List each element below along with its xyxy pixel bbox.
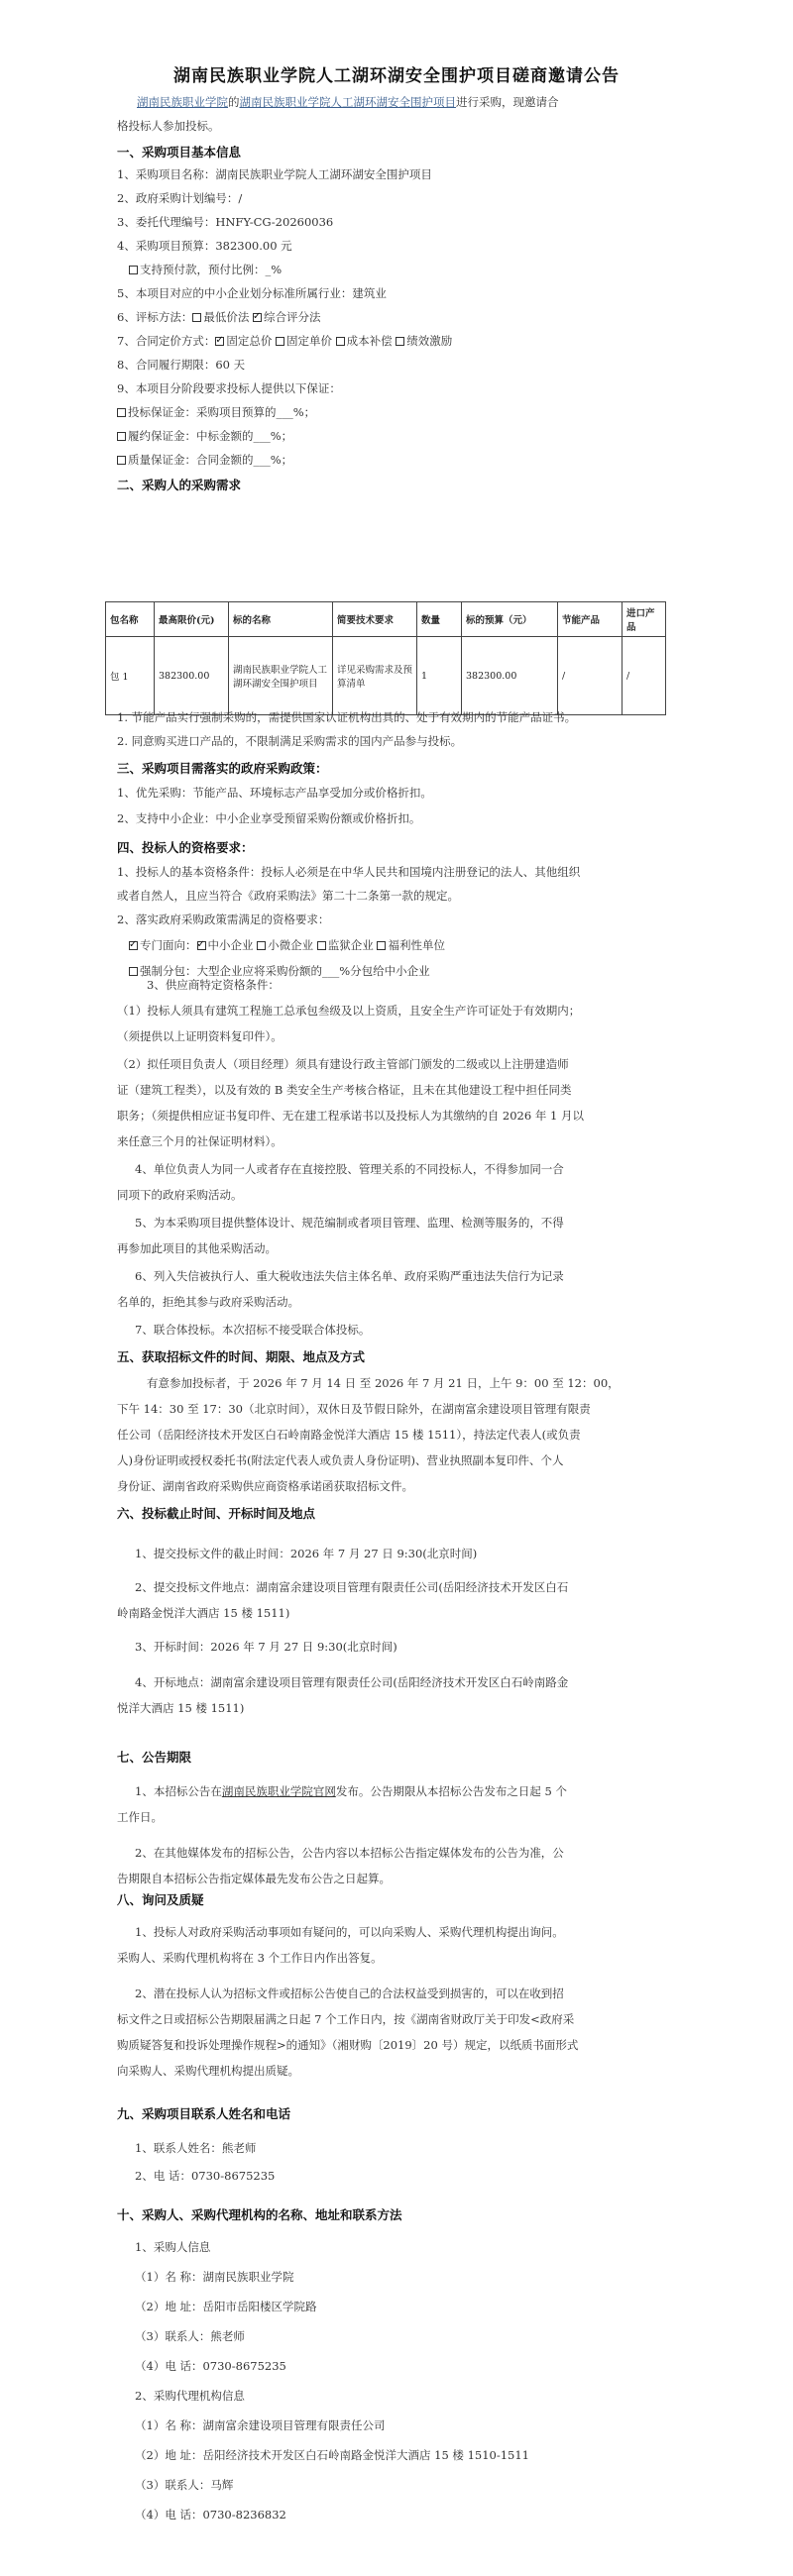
quality-guarantee-checkbox[interactable] [117, 456, 126, 465]
s4-req4-b: 同项下的政府采购活动。 [117, 1188, 243, 1202]
fixed-unit-checkbox[interactable] [276, 337, 284, 346]
contact-phone: 2、电 话：0730-8675235 [135, 2169, 276, 2183]
col-quantity: 数量 [417, 602, 462, 637]
policy-options: ✓专门面向：✓ 中小企业 小微企业 监狱企业 福利性单位 [129, 937, 445, 953]
lowest-price-checkbox[interactable] [192, 313, 201, 322]
s5-line-5: 身份证、湖南省政府采购供应商资格承诺函获取招标文件。 [117, 1479, 413, 1493]
col-tech-req: 简要技术要求 [333, 602, 417, 637]
agent-contact: （3）联系人：马辉 [135, 2478, 234, 2492]
s4-req1-a: 1、投标人的基本资格条件：投标人必须是在中华人民共和国境内注册登记的法人、其他组织 [117, 865, 581, 879]
quality-guarantee: 质量保证金：合同金额的___%； [117, 452, 292, 468]
cell-quantity: 1 [417, 637, 462, 715]
s2-note-1: 1. 节能产品实行强制采购的，需提供国家认证机构出具的、处于有效期内的节能产品证书。 [117, 710, 577, 724]
sme-checkbox[interactable] [197, 941, 206, 950]
bid-guarantee-checkbox[interactable] [117, 408, 126, 417]
agent-name: （1）名 称：湖南富余建设项目管理有限责任公司 [135, 2418, 386, 2432]
prepay-checkbox[interactable] [129, 266, 138, 274]
cost-plus-checkbox[interactable] [336, 337, 345, 346]
section-3-heading: 三、采购项目需落实的政府采购政策： [117, 761, 328, 776]
s4-req1-b: 或者自然人，且应当符合《政府采购法》第二十二条第一款的规定。 [117, 889, 459, 903]
performance-checkbox[interactable] [396, 337, 404, 346]
fixed-total-checkbox[interactable] [215, 337, 224, 346]
s4-req3-2a: （2）拟任项目负责人（项目经理）须具有建设行政主管部门颁发的二级或以上注册建造师 [117, 1057, 569, 1071]
cell-energy: / [558, 637, 623, 715]
buyer-address: （2）地 址：岳阳市岳阳楼区学院路 [135, 2300, 317, 2313]
s6-line-2a: 2、提交投标文件地点：湖南富余建设项目管理有限责任公司(岳阳经济技术开发区白石 [135, 1580, 569, 1594]
s1-item-3: 3、委托代理编号：HNFY-CG-20260036 [117, 215, 334, 229]
s1-item-7: 7、合同定价方式：✓ 固定总价 固定单价 成本补偿 绩效激励 [117, 333, 452, 349]
s4-req3-2d: 来任意三个月的社保证明材料）。 [117, 1134, 283, 1148]
section-4-heading: 四、投标人的资格要求： [117, 840, 254, 855]
s7-line-2a: 2、在其他媒体发布的招标公告，公告内容以本招标公告指定媒体发布的公告为准，公 [135, 1846, 564, 1860]
bid-guarantee: 投标保证金：采购项目预算的___%； [117, 404, 315, 420]
col-package: 包名称 [106, 602, 155, 637]
s4-req2: 2、落实政府采购政策需满足的资格要求： [117, 912, 330, 926]
intro-line: 湖南民族职业学院的湖南民族职业学院人工湖环湖安全围护项目进行采购，现邀请合 [137, 95, 559, 109]
section-2-heading: 二、采购人的采购需求 [117, 478, 242, 492]
cell-budget: 382300.00 [462, 637, 558, 715]
s7-line-2b: 告期限自本招标公告指定媒体最先发布公告之日起算。 [117, 1872, 391, 1885]
s4-req3-1b: （须提供以上证明资料复印件）。 [117, 1029, 283, 1043]
s4-req7: 7、联合体投标。本次招标不接受联合体投标。 [135, 1323, 371, 1337]
col-item-name: 标的名称 [229, 602, 333, 637]
section-8-heading: 八、询问及质疑 [117, 1892, 204, 1907]
section-9-heading: 九、采购项目联系人姓名和电话 [117, 2106, 291, 2121]
welfare-checkbox[interactable] [377, 941, 386, 950]
section-6-heading: 六、投标截止时间、开标时间及地点 [117, 1506, 316, 1521]
official-site-link[interactable]: 湖南民族职业学院官网 [221, 1784, 336, 1798]
cell-item-name: 湖南民族职业学院人工湖环湖安全围护项目 [229, 637, 333, 715]
s1-item-2: 2、政府采购计划编号：/ [117, 191, 243, 205]
s1-item-5: 5、本项目对应的中小企业划分标准所属行业：建筑业 [117, 286, 387, 300]
col-max-price: 最高限价(元) [155, 602, 229, 637]
s4-req4-a: 4、单位负责人为同一人或者存在直接控股、管理关系的不同投标人，不得参加同一合 [135, 1162, 564, 1176]
buyer-info-title: 1、采购人信息 [135, 2240, 211, 2254]
col-energy: 节能产品 [558, 602, 623, 637]
s1-item-8: 8、合同履行期限：60 天 [117, 358, 246, 372]
comprehensive-score-checkbox[interactable] [253, 313, 262, 322]
section-7-heading: 七、公告期限 [117, 1750, 192, 1765]
s4-req3: 3、供应商特定资格条件： [147, 978, 280, 992]
table-row [106, 637, 666, 715]
cell-max-price: 382300.00 [155, 637, 229, 715]
s6-line-4a: 4、开标地点：湖南富余建设项目管理有限责任公司(岳阳经济技术开发区白石岭南路金 [135, 1675, 569, 1689]
s4-req6-b: 名单的，拒绝其参与政府采购活动。 [117, 1295, 299, 1309]
s4-req5-b: 再参加此项目的其他采购活动。 [117, 1241, 277, 1255]
s4-req3-2c: 职务；（须提供相应证书复印件、无在建工程承诺书以及投标人为其缴纳的自 2026 年 1 月以 [117, 1109, 584, 1123]
s1-item-4: 4、采购项目预算：382300.00 元 [117, 239, 292, 253]
requirements-table [105, 601, 666, 715]
s5-line-4: 人)身份证明或授权委托书(附法定代表人或负责人身份证明)、营业执照副本复印件、个人 [117, 1453, 564, 1467]
s4-req5-a: 5、为本采购项目提供整体设计、规范编制或者项目管理、监理、检测等服务的，不得 [135, 1216, 564, 1230]
s6-line-3: 3、开标时间：2026 年 7 月 27 日 9:30(北京时间) [135, 1640, 397, 1654]
s1-prepay: 支持预付款，预付比例：_% [129, 262, 282, 277]
s6-line-2b: 岭南路金悦洋大酒店 15 楼 1511) [117, 1606, 290, 1620]
s1-item-1: 1、采购项目名称：湖南民族职业学院人工湖环湖安全围护项目 [117, 167, 432, 181]
s6-line-1: 1、提交投标文件的截止时间：2026 年 7 月 27 日 9:30(北京时间) [135, 1547, 478, 1560]
s8-line-2d: 向采购人、采购代理机构提出质疑。 [117, 2064, 299, 2078]
buyer-link[interactable]: 湖南民族职业学院 [137, 95, 228, 109]
project-link[interactable]: 湖南民族职业学院人工湖环湖安全围护项目 [239, 95, 456, 109]
s8-line-1b: 采购人、采购代理机构将在 3 个工作日内作出答复。 [117, 1951, 383, 1965]
s8-line-1a: 1、投标人对政府采购活动事项如有疑问的，可以向采购人、采购代理机构提出询问。 [135, 1925, 564, 1939]
micro-checkbox[interactable] [257, 941, 266, 950]
s5-line-3: 任公司（岳阳经济技术开发区白石岭南路金悦洋大酒店 15 楼 1511），持法定代表人(或负责 [117, 1428, 581, 1442]
section-5-heading: 五、获取招标文件的时间、期限、地点及方式 [117, 1349, 366, 1364]
performance-guarantee: 履约保证金：中标金额的___%； [117, 428, 292, 444]
s4-req3-2b: 证（建筑工程类），以及有效的 B 类安全生产考核合格证，且未在其他建设工程中担任同类 [117, 1083, 572, 1097]
agent-phone: （4）电 话：0730-8236832 [135, 2508, 286, 2522]
buyer-name: （1）名 称：湖南民族职业学院 [135, 2270, 294, 2284]
performance-guarantee-checkbox[interactable] [117, 432, 126, 441]
buyer-phone: （4）电 话：0730-8675235 [135, 2359, 286, 2373]
special-checkbox[interactable] [129, 941, 138, 950]
s1-item-9: 9、本项目分阶段要求投标人提供以下保证： [117, 381, 341, 395]
forced-subcontract-checkbox[interactable] [129, 967, 138, 976]
s5-line-2: 下午 14：30 至 17：30（北京时间），双休日及节假日除外，在湖南富余建设项目管理有限责 [117, 1402, 591, 1416]
agent-address: （2）地 址：岳阳经济技术开发区白石岭南路金悦洋大酒店 15 楼 1510-1511 [135, 2448, 529, 2462]
page-title: 湖南民族职业学院人工湖环湖安全围护项目磋商邀请公告 [173, 66, 620, 86]
contact-name: 1、联系人姓名：熊老师 [135, 2141, 257, 2155]
policy-forced: 强制分包：大型企业应将采购份额的___%分包给中小企业 [129, 963, 430, 979]
s3-item-1: 1、优先采购：节能产品、环境标志产品享受加分或价格折扣。 [117, 786, 432, 800]
col-budget: 标的预算（元） [462, 602, 558, 637]
agent-info-title: 2、采购代理机构信息 [135, 2389, 245, 2403]
intro-line-2: 格投标人参加投标。 [117, 119, 220, 133]
s7-line-1a: 1、本招标公告在湖南民族职业学院官网发布。公告期限从本招标公告发布之日起 5 个 [135, 1784, 567, 1798]
s1-item-6: 6、评标方法： 最低价法 ✓ 综合评分法 [117, 309, 320, 325]
section-1-heading: 一、采购项目基本信息 [117, 145, 242, 160]
col-import: 进口产品 [623, 602, 666, 637]
cell-package: 包 1 [106, 637, 155, 715]
s7-line-1b: 工作日。 [117, 1810, 163, 1824]
s6-line-4b: 悦洋大酒店 15 楼 1511) [117, 1701, 245, 1715]
s4-req6-a: 6、列入失信被执行人、重大税收违法失信主体名单、政府采购严重违法失信行为记录 [135, 1269, 564, 1283]
s4-req3-1a: （1）投标人须具有建筑工程施工总承包叁级及以上资质，且安全生产许可证处于有效期内； [117, 1004, 581, 1018]
section-10-heading: 十、采购人、采购代理机构的名称、地址和联系方法 [117, 2207, 402, 2222]
s2-note-2: 2. 同意购买进口产品的，不限制满足采购需求的国内产品参与投标。 [117, 734, 463, 748]
s8-line-2a: 2、潜在投标人认为招标文件或招标公告使自己的合法权益受到损害的，可以在收到招 [135, 1986, 564, 2000]
s3-item-2: 2、支持中小企业：中小企业享受预留采购份额或价格折扣。 [117, 811, 421, 825]
s5-line-1: 有意参加投标者，于 2026 年 7 月 14 日 至 2026 年 7 月 21 日，上午 9：00 至 12：00， [147, 1376, 620, 1390]
table-header-row [106, 602, 666, 637]
s8-line-2b: 标文件之日或招标公告期限届满之日起 7 个工作日内，按《湖南省财政厅关于印发<政府采 [117, 2012, 575, 2026]
cell-import: / [623, 637, 666, 715]
prison-checkbox[interactable] [317, 941, 326, 950]
cell-tech-req: 详见采购需求及预算清单 [333, 637, 417, 715]
buyer-contact: （3）联系人：熊老师 [135, 2329, 245, 2343]
s8-line-2c: 购质疑答复和投诉处理操作规程>的通知》（湘财购〔2019〕20 号）规定，以纸质书面形式 [117, 2038, 579, 2052]
